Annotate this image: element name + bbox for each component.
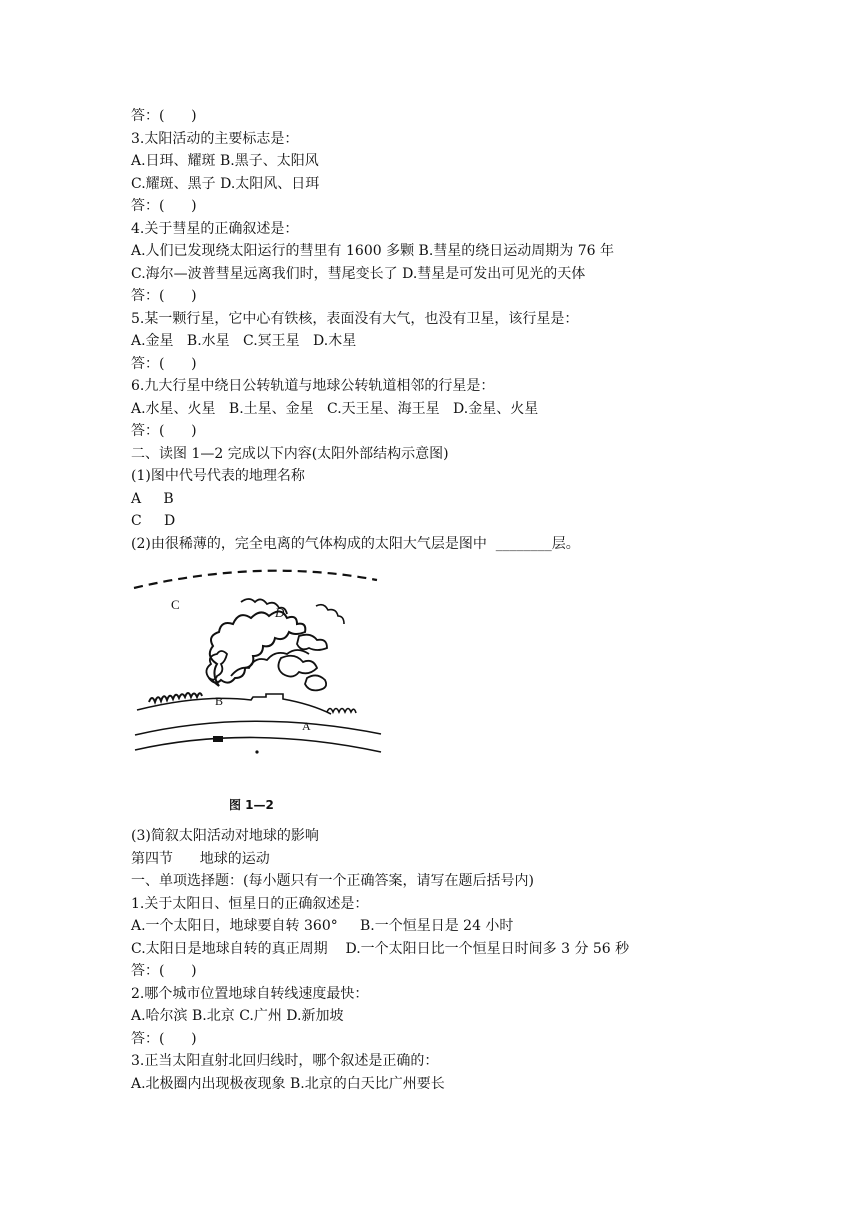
prominence-arm [305, 675, 326, 690]
answer-blank: 答：( ) [131, 356, 197, 372]
sun-structure-diagram [131, 566, 391, 796]
question-6-stem: 6.九大行星中绕日公转轨道与地球公转轨道相邻的行星是： [131, 378, 495, 394]
prominence-tendril [316, 605, 344, 624]
answer-blank: 答：( ) [131, 198, 197, 214]
answer-blank: 答：( ) [131, 423, 197, 439]
answer-blank: 答：( ) [131, 108, 197, 124]
question-1-options-ab: A.一个太阳日，地球要自转 360° B.一个恒星日是 24 小时 [131, 918, 514, 934]
question-2-stem: 2.哪个城市位置地球自转线速度最快： [131, 986, 369, 1002]
section-4-heading: 第四节 地球的运动 [131, 851, 270, 867]
photosphere-inner [135, 737, 381, 752]
answer-blank: 答：( ) [131, 963, 197, 979]
corona-boundary [134, 571, 377, 588]
prominence-loop [209, 611, 305, 686]
label-a: A [302, 719, 311, 733]
sun-structure-figure [131, 566, 391, 816]
prominence-loop-inner [231, 650, 309, 676]
label-c: C [171, 597, 180, 612]
sub-question-1: (1)图中代号代表的地理名称 [131, 468, 305, 484]
section-instructions: 一、单项选择题：(每小题只有一个正确答案，请写在题后括号内) [131, 873, 534, 889]
question-1-stem: 1.关于太阳日、恒星日的正确叙述是： [131, 896, 369, 912]
sub-question-3: (3)简叙太阳活动对地球的影响 [131, 828, 319, 844]
question-3-stem: 3.太阳活动的主要标志是： [131, 131, 299, 147]
question-6-options: A.水星、火星 B.土星、金星 C.天王星、海王星 D.金星、火星 [131, 401, 539, 417]
question-4-options-ab: A.人们已发现绕太阳运行的彗里有 1600 多颗 B.彗星的绕日运动周期为 76 年 [131, 243, 614, 259]
question-5-stem: 5.某一颗行星，它中心有铁核，表面没有大气，也没有卫星，该行星是： [131, 311, 579, 327]
question-4-stem: 4.关于彗星的正确叙述是： [131, 221, 299, 237]
question-5-options: A.金星 B.水星 C.冥王星 D.木星 [131, 333, 357, 349]
label-d: D [275, 605, 285, 620]
sub-question-1-cd: C D [131, 513, 176, 529]
figure-caption: 图 1—2 [229, 798, 274, 812]
question-3-options-ab: A.北极圈内出现极夜现象 B.北京的白天比广州要长 [131, 1076, 445, 1092]
sub-question-1-ab: A B [131, 491, 174, 507]
sunspot-mark [213, 736, 223, 742]
answer-blank: 答：( ) [131, 288, 197, 304]
answer-blank: 答：( ) [131, 1031, 197, 1047]
question-1-options-cd: C.太阳日是地球自转的真正周期 D.一个太阳日比一个恒星日时间多 3 分 56 秒 [131, 941, 630, 957]
prominence-arm [297, 635, 327, 650]
question-4-options-cd: C.海尔—波普彗星远离我们时，彗尾变长了 D.彗星是可发出可见光的天体 [131, 266, 586, 282]
section-2-heading: 二、读图 1—2 完成以下内容(太阳外部结构示意图) [131, 446, 449, 462]
question-3-options-ab: A.日珥、耀斑 B.黑子、太阳风 [131, 153, 319, 169]
question-3-options-cd: C.耀斑、黑子 D.太阳风、日珥 [131, 176, 320, 192]
chromosphere-edge-right [327, 709, 356, 714]
photosphere-surface [135, 721, 381, 735]
granule-dot [255, 750, 258, 753]
prominence-arm [278, 656, 317, 677]
question-2-options: A.哈尔滨 B.北京 C.广州 D.新加坡 [131, 1008, 344, 1024]
sub-question-2: (2)由很稀薄的，完全电离的气体构成的太阳大气层是图中 ________层。 [131, 536, 580, 552]
label-b: B [215, 694, 224, 708]
question-3-stem: 3.正当太阳直射北回归线时，哪个叙述是正确的： [131, 1053, 439, 1069]
chromosphere-edge [149, 693, 202, 702]
